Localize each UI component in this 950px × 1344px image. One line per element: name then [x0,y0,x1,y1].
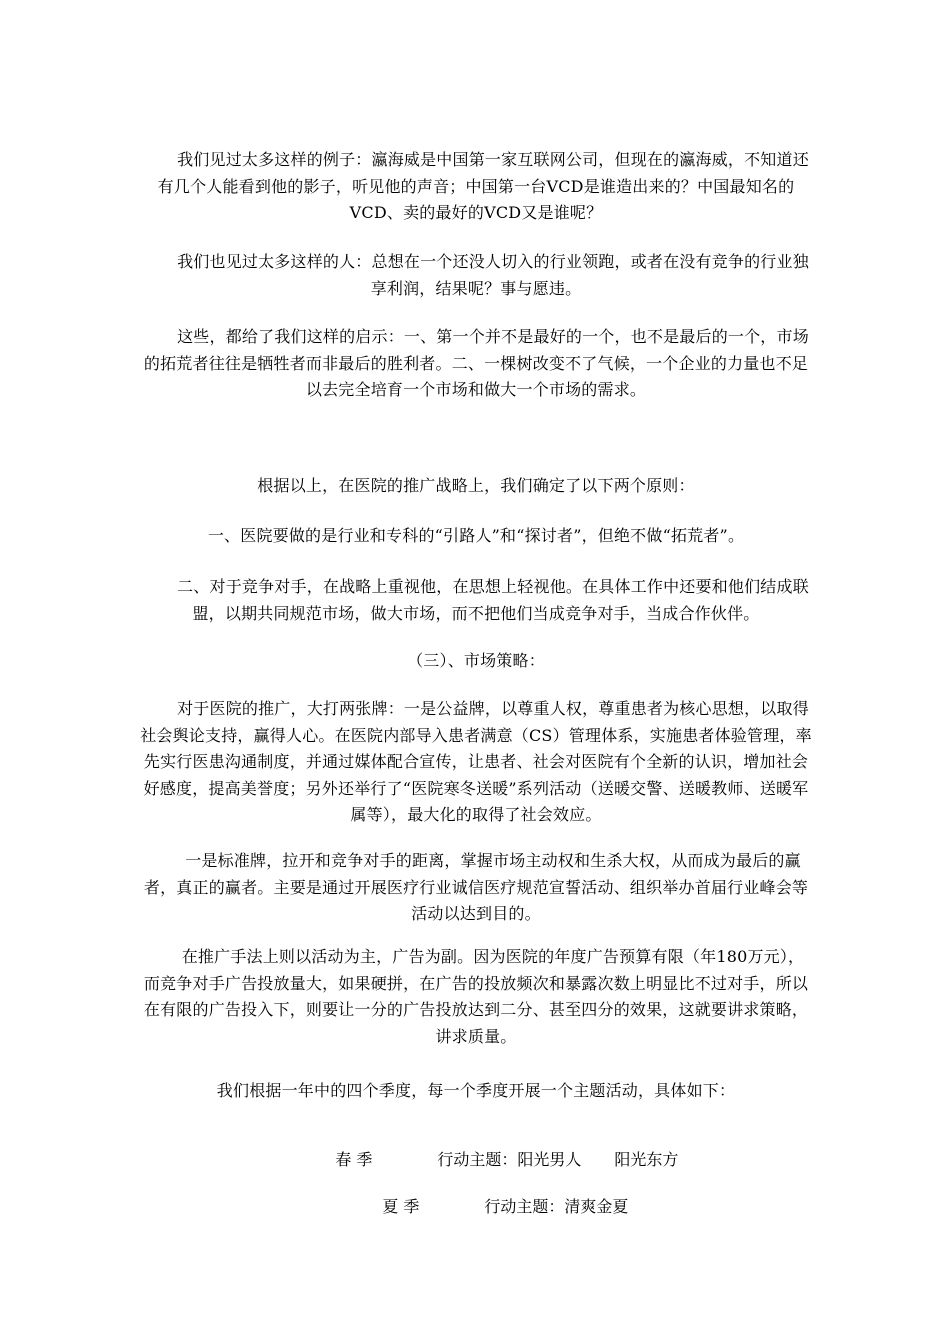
paragraph-standard-text: 一是标准牌，拉开和竞争对手的距离，掌握市场主动权和生杀大权，从而成为最后的赢者，真正的赢者。主要是通过开展医疗行业诚信医疗规范宣誓活动、组织举办首届行业峰会等活动以达到目的。 [143,851,809,923]
season-name-summer: 夏 季 [382,1197,420,1216]
paragraph-public-welfare-text: 对于医院的推广，大打两张牌：一是公益牌，以尊重人权，尊重患者为核心思想，以取得社会舆论支持，赢得人心。在医院内部导入患者满意（CS）管理体系，实施患者体验管理，率先实行医患沟通制度，并通过媒体配合宣传，让患者、社会对医院有个全新的认识，增加社会好感度，提高美誉度；另外还举行了“医院寒冬送暖”系列活动（送暖交警、送暖教师、送暖军属等），最大化的取得了社会效应。 [140,699,812,824]
principle-one-text: 一、医院要做的是行业和专科的“引路人”和“探讨者”，但绝不做“拓荒者”。 [207,526,745,545]
paragraph-quarterly-plan [140,1078,812,1105]
section-heading-text: （三）、市场策略： [407,651,545,670]
paragraph-promotion-method-text: 在推广手法上则以活动为主，广告为副。因为医院的年度广告预算有限（年180万元），而竞争对手广告投放量大，如果硬拼，在广告的投放频次和暴露次数上明显比不过对手，所以在有限的广告投入下，则要让一分的广告投放达到二分、甚至四分的效果，这就要讲求策略，讲求质量。 [143,947,809,1046]
paragraph-people [140,249,812,302]
paragraph-promotion-method [140,944,812,1050]
paragraph-quarterly-plan-text: 我们根据一年中的四个季度，每一个季度开展一个主题活动，具体如下： [216,1081,736,1100]
principle-two-text: 二、对于竞争对手，在战略上重视他，在思想上轻视他。在具体工作中还要和他们结成联盟，以期共同规范市场，做大市场，而不把他们当成竞争对手，当成合作伙伴。 [177,577,809,623]
paragraph-examples [140,147,812,227]
season-theme-spring-extra-text: 阳光东方 [614,1150,679,1169]
season-name-spring: 春 季 [335,1150,373,1169]
season-theme-summer [464,1168,628,1246]
principle-one [140,523,812,550]
paragraph-people-text: 我们也见过太多这样的人：总想在一个还没人切入的行业领跑，或者在没有竞争的行业独享利润，结果呢？事与愿违。 [177,252,809,298]
season-theme-spring-text: 行动主题：阳光男人 [437,1150,582,1169]
season-row-summer [362,1168,419,1246]
section-heading-market-strategy [140,648,812,675]
paragraph-examples-text: 我们见过太多这样的例子：瀛海威是中国第一家互联网公司，但现在的瀛海威，不知道还有几个人能看到他的影子，听见他的声音；中国第一台VCD是谁造出来的？中国最知名的VCD、卖的最好的VCD又是谁呢？ [157,150,809,222]
paragraph-lessons [140,324,812,404]
paragraph-public-welfare [140,696,812,829]
season-theme-summer-text: 行动主题：清爽金夏 [484,1197,629,1216]
paragraph-standard [140,848,812,928]
paragraph-principles-intro-text: 根据以上，在医院的推广战略上，我们确定了以下两个原则： [257,476,695,495]
principle-two [140,574,812,627]
paragraph-lessons-text: 这些，都给了我们这样的启示：一、第一个并不是最好的一个，也不是最后的一个，市场的拓荒者往往是牺牲者而非最后的胜利者。二、一棵树改变不了气候，一个企业的力量也不足以去完全培育一个市场和做大一个市场的需求。 [143,327,809,399]
paragraph-principles-intro [140,473,812,500]
